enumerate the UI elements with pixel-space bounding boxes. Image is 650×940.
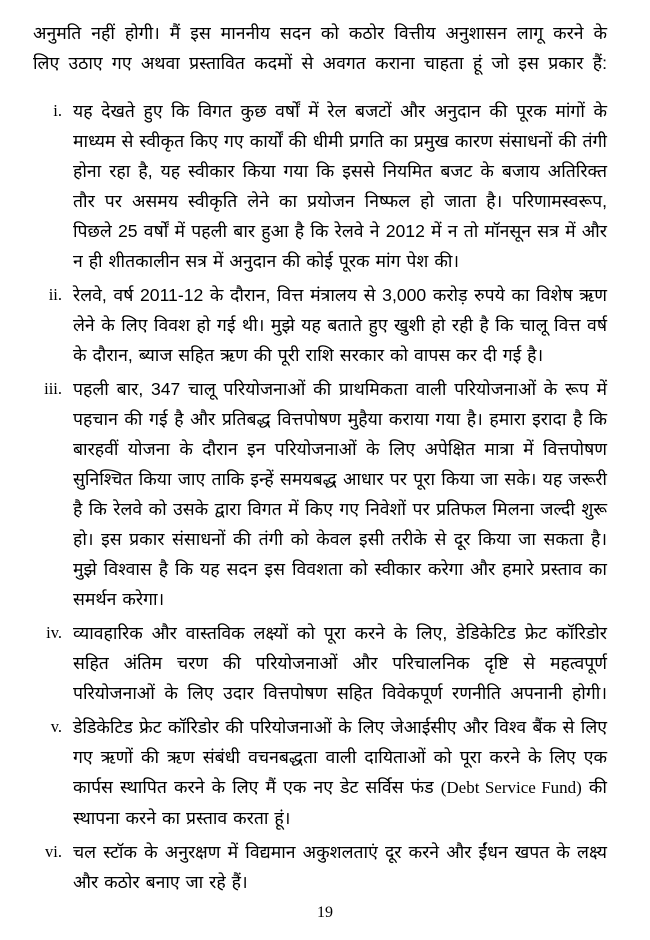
- debt-service-fund-latin-term: (Debt Service Fund): [440, 778, 582, 797]
- list-item: [0, 374, 650, 614]
- list-item: [0, 280, 650, 370]
- list-marker: v.: [50, 717, 62, 736]
- list-marker: iv.: [46, 623, 62, 642]
- list-item-text: रेलवे, वर्ष 2011-12 के दौरान, वित्त मंत्रालय से 3,000 करोड़ रुपये का विशेष ऋण लेने के लिए विवश हो गई थी। मुझे यह बताते हुए खुशी हो रही है कि चालू वित्त वर्ष के दौरान, ब्याज सहित ऋण की पूरी राशि सरकार को वापस कर दी गई है।: [73, 285, 607, 365]
- intro-paragraph: [33, 18, 607, 78]
- intro-line-1: अनुमति नहीं होगी। मैं इस माननीय सदन को कठोर वित्तीय अनुशासन लागू करने के: [33, 23, 607, 43]
- list-item-text: व्यावहारिक और वास्तविक लक्ष्यों को पूरा करने के लिए, डेडिकेटिड फ्रेट कॉरिडोर सहित अंतिम चरण की परियोजनाओं और परिचालनिक दृष्टि से महत्वपूर्ण परियोजनाओं के लिए उदार वित्तपोषण सहित विवेकपूर्ण रणनीति अपनानी होगी।: [73, 623, 607, 703]
- enumerated-list: [0, 96, 650, 901]
- list-marker: i.: [53, 101, 62, 120]
- list-item-text: [73, 712, 607, 833]
- page-number: 19: [317, 904, 333, 921]
- list-item-text-devanagari-tail: की स्थापना करने का प्रस्ताव करता हूं।: [73, 777, 607, 828]
- list-item-text: यह देखते हुए कि विगत कुछ वर्षों में रेल बजटों और अनुदान की पूरक मांगों के माध्यम से स्वीकृत किए गए कार्यों की धीमी प्रगति का प्रमुख कारण संसाधनों की तंगी होना रहा है, यह स्वीकार किया गया कि इससे नियमित बजट के बजाय अतिरिक्त तौर पर असमय स्वीकृति लेने का प्रयोजन निष्फल हो जाता है। परिणामस्वरूप, पिछले 25 वर्षों में पहली बार हुआ है कि रेलवे ने 2012 में न तो मॉनसून सत्र में और न ही शीतकालीन सत्र में अनुदान की कोई पूरक मांग पेश की।: [73, 101, 607, 271]
- list-item: [0, 618, 650, 708]
- list-item-text-devanagari-lead: डेडिकेटिड फ्रेट कॉरिडोर की परियोजनाओं के लिए जेआईसीए और विश्व बैंक से लिए गए ऋणों की ऋण संबंधी वचनबद्धता वाली दायिताओं को पूरा करने के लिए एक कार्पस स्थापित करने के लिए मैं एक नए डेट सर्विस फंड: [73, 717, 607, 797]
- intro-line-2: लिए उठाए गए अथवा प्रस्तावित कदमों से अवगत कराना चाहता हूं जो इस प्रकार हैं:: [33, 53, 607, 73]
- list-item: [0, 837, 650, 897]
- list-item-text: चल स्टॉक के अनुरक्षण में विद्यमान अकुशलताएं दूर करने और ईंधन खपत के लक्ष्य और कठोर बनाए जा रहे हैं।: [73, 842, 607, 892]
- list-item-text: पहली बार, 347 चालू परियोजनाओं की प्राथमिकता वाली परियोजनाओं के रूप में पहचान की गई है और प्रतिबद्ध वित्तपोषण मुहैया कराया गया है। हमारा इरादा है कि बारहवीं योजना के दौरान इन परियोजनाओं के लिए अपेक्षित मात्रा में वित्तपोषण सुनिश्चित किया जाए ताकि इन्हें समयबद्ध आधार पर पूरा किया जा सके। यह जरूरी है कि रेलवे को उसके द्वारा विगत में किए गए निवेशों पर प्रतिफल मिलना जल्दी शुरू हो। इस प्रकार संसाधनों की तंगी को केवल इसी तरीके से दूर किया जा सकता है। मुझे विश्वास है कि यह सदन इस विवशता को स्वीकार करेगा और हमारे प्रस्ताव का समर्थन करेगा।: [73, 379, 607, 609]
- list-item: [0, 712, 650, 833]
- list-marker: ii.: [48, 285, 62, 304]
- list-marker: iii.: [44, 379, 62, 398]
- list-item: [0, 96, 650, 276]
- list-marker: vi.: [45, 842, 62, 861]
